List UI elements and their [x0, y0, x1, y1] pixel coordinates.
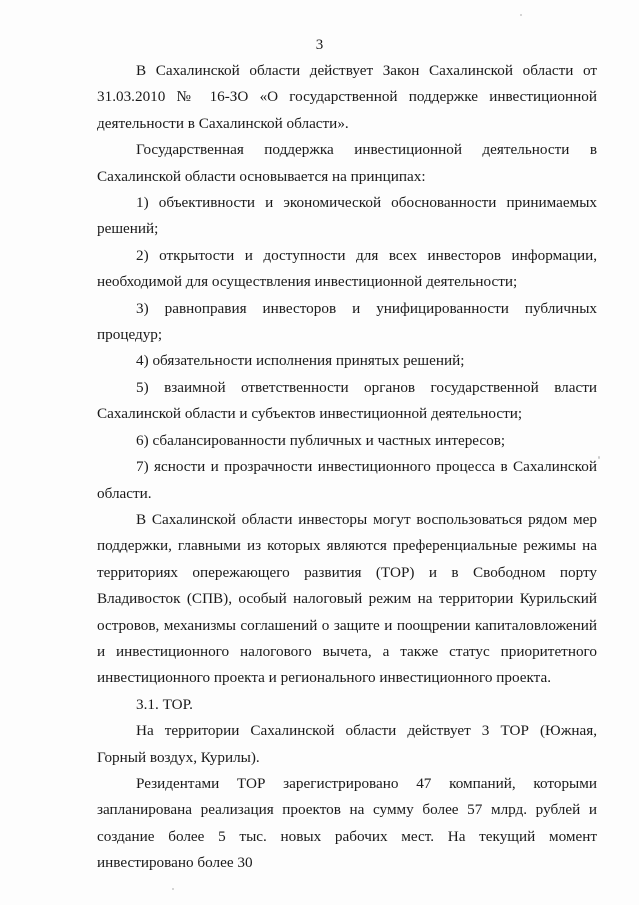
scan-speck — [520, 14, 522, 16]
document-body — [97, 58, 597, 877]
paragraph-support-measures: В Сахалинской области инвесторы могут воспользоваться рядом мер поддержки, главными из которых являются преференциальные режимы на территориях опережающего развития (ТОР) и в Свободном порту Владивосток (СПВ), особый налоговый режим на территории Курильский островов, механизмы соглашений о защите и поощрении капиталовложений и инвестиционного налогового вычета, а также статус приоритетного инвестиционного проекта и регионального инвестиционного проекта. — [97, 510, 597, 687]
list-item-principle-6: 6) сбалансированности публичных и частных интересов; — [136, 431, 506, 449]
list-item-principle-7: 7) ясности и прозрачности инвестиционного процесса в Сахалинской области. — [97, 458, 597, 502]
paragraph-tor-residents: Резидентами ТОР зарегистрировано 47 компаний, которыми запланирована реализация проектов на сумму более 57 млрд. рублей и создание более 5 тыс. новых рабочих мест. На текущий момент инвестировано более 30 — [97, 774, 597, 872]
paragraph-tor-list: На территории Сахалинской области действует 3 ТОР (Южная, Горный воздух, Курилы). — [97, 722, 597, 766]
paragraph-law: В Сахалинской области действует Закон Сахалинской области от 31.03.2010 № 16-ЗО «О государственной поддержке инвестиционной деятельности в Сахалинской области». — [97, 62, 597, 132]
section-heading-tor: 3.1. ТОР. — [136, 695, 193, 713]
page-number: 3 — [315, 37, 324, 53]
list-item-principle-1: 1) объективности и экономической обоснованности принимаемых решений; — [97, 194, 597, 238]
list-item-principle-5: 5) взаимной ответственности органов государственной власти Сахалинской области и субъектов инвестиционной деятельности; — [97, 378, 597, 423]
list-item-principle-2: 2) открытости и доступности для всех инвесторов информации, необходимой для осуществления инвестиционной деятельности; — [97, 246, 597, 291]
scan-speck — [172, 888, 174, 890]
paragraph-principles-intro: Государственная поддержка инвестиционной деятельности в Сахалинской области основывается на принципах: — [97, 141, 597, 185]
list-item-principle-4: 4) обязательности исполнения принятых решений; — [136, 352, 465, 370]
scan-speck — [598, 456, 600, 459]
list-item-principle-3: 3) равноправия инвесторов и унифицированности публичных процедур; — [97, 299, 597, 344]
